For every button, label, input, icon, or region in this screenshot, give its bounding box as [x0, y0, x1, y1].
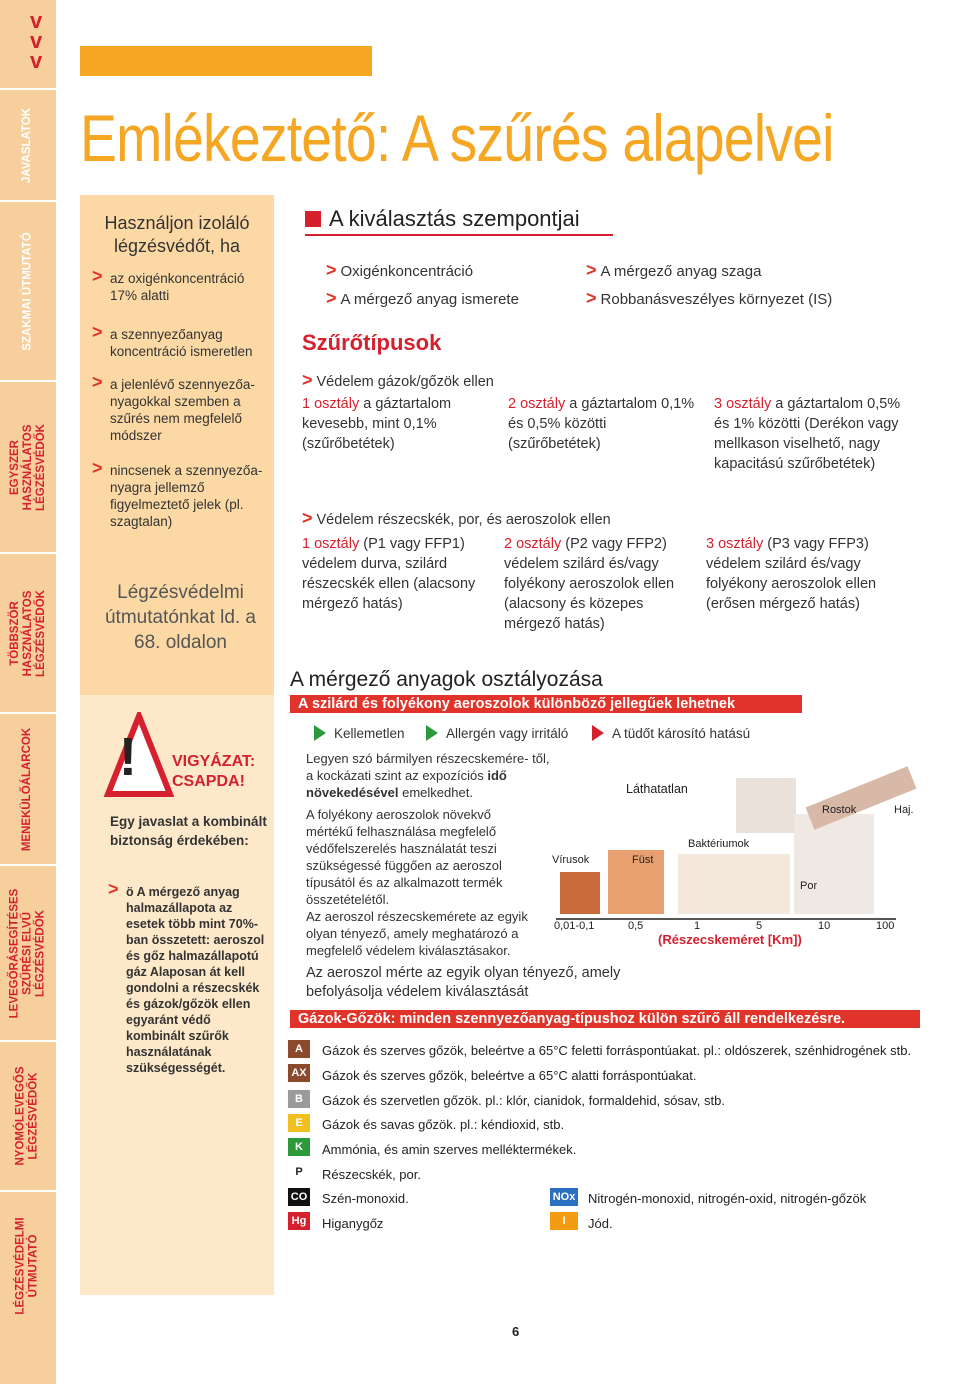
code-desc: Gázok és szerves gőzök, beleértve a 65°C alatti forráspontúakat.	[322, 1068, 697, 1083]
pollen-image	[736, 778, 796, 833]
chevron-down-icon: v	[30, 48, 43, 73]
list-item: > nincsenek a szennyezőa-nyagra jellemző figyelmeztető jelek (pl. szagtalan)	[92, 458, 263, 529]
sidebar-item-tobbszor[interactable]: TÖBBSZÖR HASZNÁLATOS LÉGZÉSVÉDŐK	[8, 589, 47, 677]
particle-class-2: 2 osztály (P2 vagy FFP2) védelem szilárd és/vagy folyékony aeroszolok ellen (alacsony és közepes mérgező hatás)	[504, 536, 675, 632]
code-badge-p: P	[288, 1163, 310, 1181]
virus-image	[560, 872, 600, 914]
criteria-item: > A mérgező anyag szaga	[586, 260, 762, 280]
gas-class-2: 2 osztály a gáztartalom 0,1% és 0,5% közötti (szűrőbetétek)	[508, 396, 695, 452]
list-item: > az oxigénkoncentráció 17% alatti	[92, 266, 245, 303]
text-paragraph: Az aeroszol részecskemérete az egyik olyan tényező, amely meghatározó a megfelelő védelem kiválasztásakor.	[306, 909, 528, 958]
page-title: Emlékeztető: A szűrés alapelvei	[80, 101, 834, 175]
code-desc: Ammónia, és amin szerves melléktermékek.	[322, 1142, 577, 1157]
warning-icon	[104, 712, 174, 798]
scale-axis	[556, 918, 896, 920]
code-desc: Gázok és savas gőzök. pl.: kéndioxid, stb.	[322, 1117, 565, 1132]
code-desc: Szén-monoxid.	[322, 1191, 409, 1206]
criteria-item: > A mérgező anyag ismerete	[326, 288, 519, 308]
code-desc: Gázok és szervetlen gőzök. pl.: klór, cianidok, formaldehid, sósav, stb.	[322, 1093, 725, 1108]
criteria-item: > Robbanásveszélyes környezet (IS)	[586, 288, 833, 308]
advice-title: Egy javaslat a kombinált biztonság érdekében:	[110, 814, 267, 848]
legend-item: Allergén vagy irritáló	[426, 724, 568, 744]
code-badge-e: E	[288, 1114, 310, 1132]
classification-bar: A szilárd és folyékony aeroszolok különböző jellegűek lehetnek	[290, 695, 802, 713]
gas-class-1: 1 osztály a gáztartalom kevesebb, mint 0,1% (szűrőbetétek)	[302, 396, 452, 452]
warning-mark: !	[119, 727, 137, 787]
gas-filters-bar: Gázok-Gőzök: minden szennyezőanyag-típushoz külön szűrő áll rendelkezésre.	[290, 1010, 920, 1028]
filters-title: Szűrőtípusok	[302, 330, 442, 355]
divider	[305, 234, 613, 236]
code-desc: Nitrogén-monoxid, nitrogén-oxid, nitrogén-gőzök	[588, 1191, 867, 1206]
chevron-down-icon: v	[30, 28, 43, 53]
sidebar-item-levego[interactable]: LEVEGŐRÁSEGÍTÉSES SZŰRÉSI ELVŰ LÉGZÉSVÉDŐK	[8, 888, 47, 1018]
scale-label-hair: Haj.	[894, 804, 914, 816]
warning-title: VIGYÁZAT: CSAPDA!	[172, 753, 256, 790]
code-desc: Higanygőz	[322, 1216, 384, 1231]
classification-title: A mérgező anyagok osztályozása	[290, 668, 603, 691]
tick-label: 100	[876, 920, 895, 932]
chevron-down-icon: v	[30, 8, 43, 33]
code-badge-nox: NOx	[550, 1188, 578, 1206]
code-badge-ax: AX	[288, 1064, 310, 1082]
particle-class-1: 1 osztály (P1 vagy FFP1) védelem durva, szilárd részecskék ellen (alacsony mérgező hatás)	[302, 536, 476, 612]
sidebar-item-javaslatok[interactable]: JAVASLATOK	[21, 107, 34, 183]
code-badge-co: CO	[288, 1188, 310, 1206]
tick-label: 0,5	[628, 920, 644, 932]
legend-item: A tüdőt károsító hatású	[592, 724, 750, 744]
sidebar-item-szakmai[interactable]: SZAKMAI ÚTMUTATÓ	[21, 231, 34, 351]
tick-label: 1	[694, 920, 701, 932]
criteria-item: > Oxigénkoncentráció	[326, 260, 474, 280]
criteria-title: A kiválasztás szempontjai	[305, 206, 580, 232]
code-badge-k: K	[288, 1138, 310, 1156]
sidebar-item-utmutato[interactable]: LÉGZÉSVÉDELMI ÚTMUTATÓ	[15, 1217, 40, 1315]
scale-label-invisible: Láthatatlan	[626, 782, 688, 796]
scale-label-bacteria: Baktériumok	[688, 838, 750, 850]
text-paragraph: A folyékony aeroszolok növekvő mértékű felhasználása megfelelő védőfelszerelés használatát teszi szükségessé függően az aeroszol típusától és az alkalmazott termék összetételétől.	[306, 807, 503, 907]
header-bar	[80, 46, 372, 76]
advice-text: > ö A mérgező anyag halmazállapota az esetek több mint 70%-ban összetett: aeroszol és gőz halmazállapotú gáz Alaposan át kell gondolni a részecskék és gázok/gőzök ellen egyaránt védő kombinált szűrők használatának szükségességét.	[108, 879, 265, 1075]
tick-label: 5	[756, 920, 763, 932]
bacteria-image	[678, 854, 790, 914]
tick-label: 10	[818, 920, 831, 932]
dust-image	[794, 814, 874, 914]
scale-label-smoke: Füst	[632, 854, 654, 866]
gas-heading: > Védelem gázok/gőzök ellen	[302, 370, 494, 390]
particle-size-diagram	[552, 768, 922, 918]
list-item: > a szennyezőanyag koncentráció ismeretlen	[92, 322, 253, 359]
legend-item: Kellemetlen	[314, 724, 405, 744]
code-badge-b: B	[288, 1090, 310, 1108]
particle-class-3: 3 osztály (P3 vagy FFP3) védelem szilárd és/vagy folyékony aeroszolok ellen (erősen mérgező hatás)	[706, 536, 877, 612]
code-desc: Részecskék, por.	[322, 1167, 421, 1182]
scale-label-virus: Vírusok	[552, 854, 590, 866]
left-heading: Használjon izoláló légzésvédőt, ha	[104, 213, 250, 256]
code-badge-hg: Hg	[288, 1212, 310, 1230]
code-badge-i: I	[550, 1212, 578, 1230]
axis-label: (Részecskeméret [Km])	[658, 932, 802, 947]
sidebar-item-menekulo[interactable]: MENEKÜLŐÁLARCOK	[21, 727, 34, 851]
page-number: 6	[512, 1324, 520, 1339]
tick-label: 0,01-0,1	[554, 920, 595, 932]
gas-class-3: 3 osztály a gáztartalom 0,5% és 1% közötti (Derékon vagy mellkason viselhető, nagy kapacitású szűrőbetétek)	[714, 396, 901, 472]
code-desc: Gázok és szerves gőzök, beleértve a 65°C feletti forráspontúakat. pl.: oldószerek, szénhidrogének stb.	[322, 1043, 912, 1058]
sidebar-item-nyomo[interactable]: NYOMÓLEVEGŐS LÉGZÉSVÉDŐK	[15, 1066, 41, 1166]
sidebar-item-egyszer[interactable]: EGYSZER HASZNÁLATOS LÉGZÉSVÉDŐK	[8, 423, 47, 511]
code-desc: Jód.	[588, 1216, 613, 1231]
scale-label-dust: Por	[800, 880, 818, 892]
list-item: > a jelenlévő szennyezőa-nyagokkal szemben a szűrés nem megfelelő módszer	[92, 372, 255, 443]
text-paragraph: Legyen szó bármilyen részecskemére- től, a kockázati szint az expozíciós idő növekedésével emelkedhet.	[306, 751, 550, 800]
code-badge-a: A	[288, 1040, 310, 1058]
particle-heading: > Védelem részecskék, por, és aeroszolok ellen	[302, 508, 611, 528]
text-paragraph: Az aeroszol mérte az egyik olyan tényező, amely befolyásolja védelem kiválasztását	[306, 965, 621, 1000]
sidebar	[0, 0, 56, 1384]
scale-label-fibers: Rostok	[822, 804, 857, 816]
guide-link[interactable]: Légzésvédelmi útmutatónkat ld. a 68. oldalon	[104, 582, 257, 653]
